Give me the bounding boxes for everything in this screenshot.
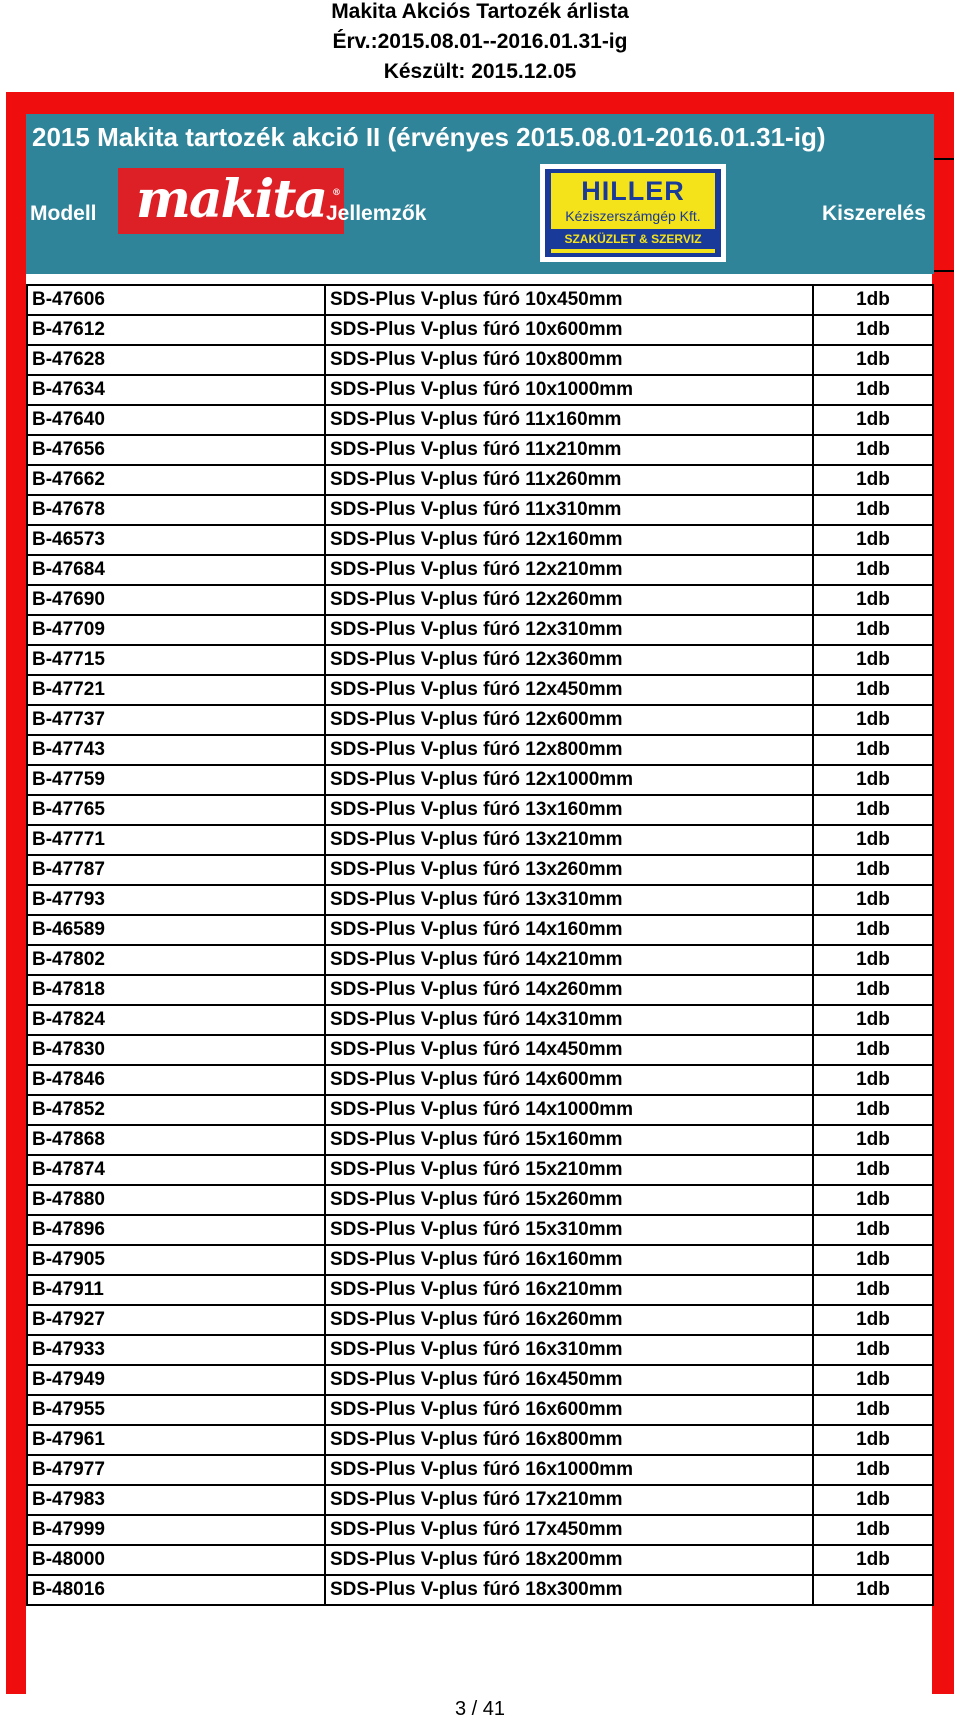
- description-cell: SDS-Plus V-plus fúró 13x310mm: [325, 885, 813, 915]
- table-row: [27, 615, 933, 645]
- quantity-cell: 1db: [813, 735, 933, 765]
- table-row: [27, 1545, 933, 1575]
- model-cell: B-47824: [27, 1005, 325, 1035]
- description-cell: SDS-Plus V-plus fúró 12x360mm: [325, 645, 813, 675]
- creation-date: Készült: 2015.12.05: [383, 60, 577, 83]
- model-cell: B-47911: [27, 1275, 325, 1305]
- description-cell: SDS-Plus V-plus fúró 15x260mm: [325, 1185, 813, 1215]
- model-cell: B-47818: [27, 975, 325, 1005]
- model-cell: B-47787: [27, 855, 325, 885]
- table-row: [27, 945, 933, 975]
- model-cell: B-46589: [27, 915, 325, 945]
- quantity-cell: 1db: [813, 915, 933, 945]
- quantity-cell: 1db: [813, 405, 933, 435]
- table-row: [27, 1455, 933, 1485]
- table-row: [27, 1005, 933, 1035]
- column-header-modell: Modell: [30, 202, 97, 225]
- description-cell: SDS-Plus V-plus fúró 17x450mm: [325, 1515, 813, 1545]
- makita-logo-text: makita: [135, 169, 327, 230]
- model-cell: B-47933: [27, 1335, 325, 1365]
- table-row: [27, 1395, 933, 1425]
- description-cell: SDS-Plus V-plus fúró 16x1000mm: [325, 1455, 813, 1485]
- quantity-cell: 1db: [813, 1545, 933, 1575]
- model-cell: B-47955: [27, 1395, 325, 1425]
- makita-logo: [118, 168, 344, 234]
- quantity-cell: 1db: [813, 945, 933, 975]
- hiller-logo: [540, 164, 726, 262]
- hiller-logo-subtitle: Kéziszerszámgép Kft.: [565, 208, 701, 224]
- model-cell: B-47771: [27, 825, 325, 855]
- table-row: [27, 645, 933, 675]
- model-cell: B-47662: [27, 465, 325, 495]
- table-row: [27, 1065, 933, 1095]
- model-cell: B-47709: [27, 615, 325, 645]
- description-cell: SDS-Plus V-plus fúró 16x450mm: [325, 1365, 813, 1395]
- table-row: [27, 1515, 933, 1545]
- table-row: [27, 585, 933, 615]
- quantity-cell: 1db: [813, 465, 933, 495]
- model-cell: B-47830: [27, 1035, 325, 1065]
- description-cell: SDS-Plus V-plus fúró 12x210mm: [325, 555, 813, 585]
- price-table: [26, 284, 934, 1606]
- model-cell: B-47846: [27, 1065, 325, 1095]
- model-cell: B-47999: [27, 1515, 325, 1545]
- table-row: [27, 405, 933, 435]
- description-cell: SDS-Plus V-plus fúró 14x210mm: [325, 945, 813, 975]
- model-cell: B-47961: [27, 1425, 325, 1455]
- model-cell: B-47634: [27, 375, 325, 405]
- description-cell: SDS-Plus V-plus fúró 16x260mm: [325, 1305, 813, 1335]
- quantity-cell: 1db: [813, 825, 933, 855]
- table-row: [27, 1305, 933, 1335]
- model-cell: B-47874: [27, 1155, 325, 1185]
- table-row: [27, 975, 933, 1005]
- quantity-cell: 1db: [813, 1425, 933, 1455]
- validity-period: Érv.:2015.08.01--2016.01.31-ig: [332, 30, 628, 53]
- table-row: [27, 1035, 933, 1065]
- table-row: [27, 375, 933, 405]
- quantity-cell: 1db: [813, 1455, 933, 1485]
- quantity-cell: 1db: [813, 615, 933, 645]
- model-cell: B-47852: [27, 1095, 325, 1125]
- quantity-cell: 1db: [813, 1155, 933, 1185]
- quantity-cell: 1db: [813, 375, 933, 405]
- description-cell: SDS-Plus V-plus fúró 11x160mm: [325, 405, 813, 435]
- model-cell: B-47721: [27, 675, 325, 705]
- document-title: Makita Akciós Tartozék árlista: [331, 0, 629, 23]
- quantity-cell: 1db: [813, 645, 933, 675]
- quantity-cell: 1db: [813, 345, 933, 375]
- description-cell: SDS-Plus V-plus fúró 15x160mm: [325, 1125, 813, 1155]
- description-cell: SDS-Plus V-plus fúró 12x160mm: [325, 525, 813, 555]
- table-row: [27, 495, 933, 525]
- model-cell: B-47949: [27, 1365, 325, 1395]
- promo-banner: [26, 114, 934, 274]
- quantity-cell: 1db: [813, 1395, 933, 1425]
- description-cell: SDS-Plus V-plus fúró 10x450mm: [325, 285, 813, 315]
- quantity-cell: 1db: [813, 765, 933, 795]
- table-row: [27, 1245, 933, 1275]
- description-cell: SDS-Plus V-plus fúró 16x210mm: [325, 1275, 813, 1305]
- description-cell: SDS-Plus V-plus fúró 18x300mm: [325, 1575, 813, 1605]
- table-row: [27, 345, 933, 375]
- table-row: [27, 735, 933, 765]
- quantity-cell: 1db: [813, 975, 933, 1005]
- table-row: [27, 285, 933, 315]
- table-row: [27, 765, 933, 795]
- quantity-cell: 1db: [813, 285, 933, 315]
- quantity-cell: 1db: [813, 1035, 933, 1065]
- model-cell: B-47628: [27, 345, 325, 375]
- description-cell: SDS-Plus V-plus fúró 15x310mm: [325, 1215, 813, 1245]
- model-cell: B-47737: [27, 705, 325, 735]
- table-row: [27, 1125, 933, 1155]
- column-header-kiszereles: Kiszerelés: [822, 202, 926, 225]
- side-marker: [932, 158, 954, 272]
- model-cell: B-47715: [27, 645, 325, 675]
- description-cell: SDS-Plus V-plus fúró 12x310mm: [325, 615, 813, 645]
- model-cell: B-47765: [27, 795, 325, 825]
- table-row: [27, 1275, 933, 1305]
- table-row: [27, 795, 933, 825]
- description-cell: SDS-Plus V-plus fúró 17x210mm: [325, 1485, 813, 1515]
- description-cell: SDS-Plus V-plus fúró 14x600mm: [325, 1065, 813, 1095]
- description-cell: SDS-Plus V-plus fúró 13x160mm: [325, 795, 813, 825]
- table-row: [27, 705, 933, 735]
- description-cell: SDS-Plus V-plus fúró 11x310mm: [325, 495, 813, 525]
- quantity-cell: 1db: [813, 855, 933, 885]
- model-cell: B-47896: [27, 1215, 325, 1245]
- model-cell: B-47759: [27, 765, 325, 795]
- model-cell: B-46573: [27, 525, 325, 555]
- model-cell: B-47640: [27, 405, 325, 435]
- description-cell: SDS-Plus V-plus fúró 13x210mm: [325, 825, 813, 855]
- quantity-cell: 1db: [813, 525, 933, 555]
- quantity-cell: 1db: [813, 705, 933, 735]
- description-cell: SDS-Plus V-plus fúró 14x260mm: [325, 975, 813, 1005]
- hiller-logo-bar: SZAKÜZLET & SZERVIZ: [551, 229, 715, 249]
- model-cell: B-48016: [27, 1575, 325, 1605]
- description-cell: SDS-Plus V-plus fúró 16x160mm: [325, 1245, 813, 1275]
- model-cell: B-47977: [27, 1455, 325, 1485]
- quantity-cell: 1db: [813, 1005, 933, 1035]
- model-cell: B-47678: [27, 495, 325, 525]
- table-row: [27, 555, 933, 585]
- quantity-cell: 1db: [813, 1245, 933, 1275]
- description-cell: SDS-Plus V-plus fúró 12x260mm: [325, 585, 813, 615]
- quantity-cell: 1db: [813, 1335, 933, 1365]
- description-cell: SDS-Plus V-plus fúró 11x260mm: [325, 465, 813, 495]
- description-cell: SDS-Plus V-plus fúró 18x200mm: [325, 1545, 813, 1575]
- model-cell: B-47656: [27, 435, 325, 465]
- table-row: [27, 1335, 933, 1365]
- quantity-cell: 1db: [813, 435, 933, 465]
- description-cell: SDS-Plus V-plus fúró 12x800mm: [325, 735, 813, 765]
- model-cell: B-47868: [27, 1125, 325, 1155]
- banner-title: 2015 Makita tartozék akció II (érvényes 2015.08.01-2016.01.31-ig): [32, 122, 826, 152]
- model-cell: B-47606: [27, 285, 325, 315]
- quantity-cell: 1db: [813, 1065, 933, 1095]
- model-cell: B-47612: [27, 315, 325, 345]
- table-row: [27, 525, 933, 555]
- model-cell: B-47905: [27, 1245, 325, 1275]
- quantity-cell: 1db: [813, 315, 933, 345]
- registered-mark: ®: [332, 188, 341, 198]
- table-row: [27, 1185, 933, 1215]
- model-cell: B-47690: [27, 585, 325, 615]
- description-cell: SDS-Plus V-plus fúró 14x1000mm: [325, 1095, 813, 1125]
- column-header-jellemzok: Jellemzők: [326, 202, 427, 225]
- description-cell: SDS-Plus V-plus fúró 10x800mm: [325, 345, 813, 375]
- table-row: [27, 465, 933, 495]
- quantity-cell: 1db: [813, 495, 933, 525]
- table-row: [27, 675, 933, 705]
- description-cell: SDS-Plus V-plus fúró 14x450mm: [325, 1035, 813, 1065]
- quantity-cell: 1db: [813, 885, 933, 915]
- description-cell: SDS-Plus V-plus fúró 12x1000mm: [325, 765, 813, 795]
- table-row: [27, 1215, 933, 1245]
- quantity-cell: 1db: [813, 1185, 933, 1215]
- quantity-cell: 1db: [813, 555, 933, 585]
- model-cell: B-47927: [27, 1305, 325, 1335]
- description-cell: SDS-Plus V-plus fúró 14x160mm: [325, 915, 813, 945]
- model-cell: B-47793: [27, 885, 325, 915]
- description-cell: SDS-Plus V-plus fúró 15x210mm: [325, 1155, 813, 1185]
- description-cell: SDS-Plus V-plus fúró 11x210mm: [325, 435, 813, 465]
- model-cell: B-48000: [27, 1545, 325, 1575]
- description-cell: SDS-Plus V-plus fúró 16x800mm: [325, 1425, 813, 1455]
- description-cell: SDS-Plus V-plus fúró 12x600mm: [325, 705, 813, 735]
- quantity-cell: 1db: [813, 1215, 933, 1245]
- model-cell: B-47880: [27, 1185, 325, 1215]
- description-cell: SDS-Plus V-plus fúró 12x450mm: [325, 675, 813, 705]
- hiller-logo-name: HILLER: [581, 176, 685, 206]
- description-cell: SDS-Plus V-plus fúró 16x600mm: [325, 1395, 813, 1425]
- table-row: [27, 435, 933, 465]
- table-row: [27, 1095, 933, 1125]
- quantity-cell: 1db: [813, 795, 933, 825]
- table-row: [27, 885, 933, 915]
- table-row: [27, 915, 933, 945]
- quantity-cell: 1db: [813, 585, 933, 615]
- model-cell: B-47802: [27, 945, 325, 975]
- quantity-cell: 1db: [813, 1275, 933, 1305]
- description-cell: SDS-Plus V-plus fúró 16x310mm: [325, 1335, 813, 1365]
- quantity-cell: 1db: [813, 1125, 933, 1155]
- quantity-cell: 1db: [813, 1095, 933, 1125]
- table-row: [27, 1155, 933, 1185]
- quantity-cell: 1db: [813, 675, 933, 705]
- table-row: [27, 1365, 933, 1395]
- model-cell: B-47983: [27, 1485, 325, 1515]
- model-cell: B-47684: [27, 555, 325, 585]
- quantity-cell: 1db: [813, 1515, 933, 1545]
- page-number: 3 / 41: [454, 1698, 506, 1720]
- quantity-cell: 1db: [813, 1365, 933, 1395]
- table-row: [27, 1485, 933, 1515]
- description-cell: SDS-Plus V-plus fúró 13x260mm: [325, 855, 813, 885]
- table-row: [27, 315, 933, 345]
- quantity-cell: 1db: [813, 1575, 933, 1605]
- model-cell: B-47743: [27, 735, 325, 765]
- table-row: [27, 1575, 933, 1605]
- description-cell: SDS-Plus V-plus fúró 10x600mm: [325, 315, 813, 345]
- quantity-cell: 1db: [813, 1305, 933, 1335]
- description-cell: SDS-Plus V-plus fúró 14x310mm: [325, 1005, 813, 1035]
- description-cell: SDS-Plus V-plus fúró 10x1000mm: [325, 375, 813, 405]
- table-row: [27, 1425, 933, 1455]
- quantity-cell: 1db: [813, 1485, 933, 1515]
- table-row: [27, 825, 933, 855]
- table-row: [27, 855, 933, 885]
